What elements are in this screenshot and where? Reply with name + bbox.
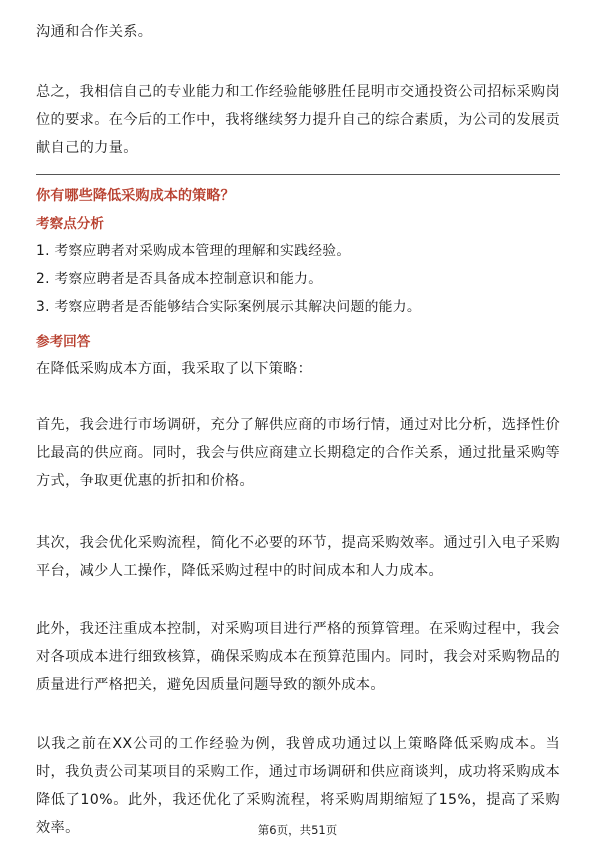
analysis-item: 1. 考察应聘者对采购成本管理的理解和实践经验。 — [36, 243, 351, 259]
answer-paragraph: 首先，我会进行市场调研，充分了解供应商的市场行情，通过对比分析，选择性价比最高的供应商。同时，我会与供应商建立长期稳定的合作关系，通过批量采购等方式，争取更优惠的折扣和价格。 — [36, 417, 560, 489]
analysis-item: 3. 考察应聘者是否能够结合实际案例展示其解决问题的能力。 — [36, 299, 421, 315]
analysis-item: 2. 考察应聘者是否具备成本控制意识和能力。 — [36, 271, 323, 287]
answer-paragraph: 以我之前在XX公司的工作经验为例，我曾成功通过以上策略降低采购成本。当时，我负责公司某项目的采购工作，通过市场调研和供应商谈判，成功将采购成本降低了10%。此外，我还优化了采购流程，将采购周期缩短了15%，提高了采购效率。 — [36, 736, 560, 836]
section-divider — [36, 174, 560, 175]
answer-paragraph: 在降低采购成本方面，我采取了以下策略： — [36, 361, 313, 377]
answer-paragraph: 其次，我会优化采购流程，简化不必要的环节，提高采购效率。通过引入电子采购平台，减少人工操作，降低采购过程中的时间成本和人力成本。 — [36, 535, 560, 579]
analysis-heading: 考察点分析 — [36, 216, 104, 232]
page-number: 第6页，共51页 — [257, 823, 338, 837]
summary-paragraph: 总之，我相信自己的专业能力和工作经验能够胜任昆明市交通投资公司招标采购岗位的要求。在今后的工作中，我将继续努力提升自己的综合素质，为公司的发展贡献自己的力量。 — [36, 84, 560, 156]
answer-paragraph: 此外，我还注重成本控制，对采购项目进行严格的预算管理。在采购过程中，我会对各项成本进行细致核算，确保采购成本在预算范围内。同时，我会对采购物品的质量进行严格把关，避免因质量问题导致的额外成本。 — [36, 621, 560, 693]
question-title: 你有哪些降低采购成本的策略？ — [36, 188, 235, 204]
document-page — [36, 0, 560, 842]
answer-heading: 参考回答 — [36, 334, 91, 350]
continuation-paragraph: 沟通和合作关系。 — [36, 24, 153, 40]
